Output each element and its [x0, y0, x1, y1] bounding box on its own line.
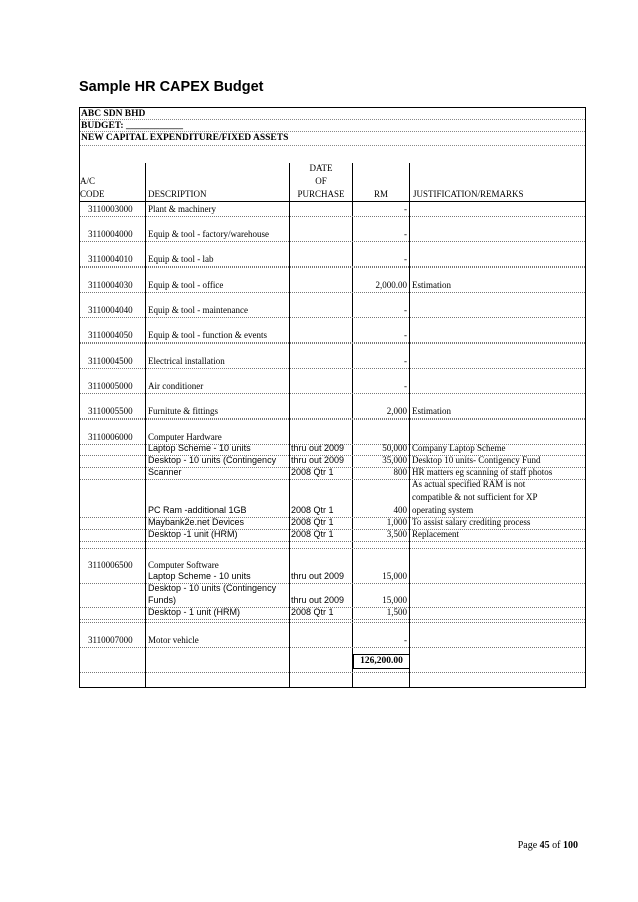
row-rm: 15,000: [382, 571, 407, 581]
row-divider: [80, 267, 585, 268]
row-rm: 400: [393, 505, 407, 515]
row-desc: Laptop Scheme - 10 units: [148, 571, 251, 581]
col-header-date: PURCHASE: [297, 189, 345, 199]
col-header-remarks: JUSTIFICATION/REMARKS: [413, 189, 524, 199]
row-divider: [80, 548, 585, 549]
row-date: 2008 Qtr 1: [291, 607, 334, 617]
row-desc: Air conditioner: [148, 381, 204, 391]
row-code: 3110004030: [88, 280, 133, 290]
row-date: 2008 Qtr 1: [291, 505, 334, 515]
row-rm: -: [404, 381, 407, 391]
row-desc: Desktop - 1 unit (HRM): [148, 607, 241, 617]
row-date: thru out 2009: [291, 595, 345, 605]
row-desc: Equip & tool - office: [148, 280, 224, 290]
row-rm: 800: [393, 467, 407, 477]
page-title: Sample HR CAPEX Budget: [79, 79, 264, 95]
row-code: 3110004010: [88, 254, 133, 264]
row-desc: PC Ram -additional 1GB: [148, 505, 247, 515]
row-remark: Estimation: [412, 406, 451, 416]
row-divider: [80, 393, 585, 394]
row-divider: [80, 241, 585, 242]
row-rm: 2,000.00: [375, 280, 407, 290]
row-rm: -: [404, 635, 407, 645]
row-rm: 1,000: [386, 517, 407, 527]
row-desc: Desktop - 10 units (Contingency: [148, 455, 277, 465]
row-desc: Computer Hardware: [148, 432, 222, 442]
row-rm: -: [404, 229, 407, 239]
row-divider: [80, 317, 585, 318]
row-rm: -: [404, 305, 407, 315]
page-label: Page: [517, 840, 538, 851]
row-divider: [80, 647, 585, 648]
capex-sheet: [79, 107, 586, 688]
row-remark: Company Laptop Scheme: [412, 443, 506, 453]
row-desc: Maybank2e.net Devices: [148, 517, 245, 527]
row-code: 3110005500: [88, 406, 133, 416]
row-divider: [80, 368, 585, 369]
row-remark: Replacement: [412, 529, 459, 539]
col-header-ac: A/C: [80, 176, 96, 186]
row-desc: Furnitute & fittings: [148, 406, 219, 416]
row-remark: As actual specified RAM is not: [412, 479, 526, 489]
row-rm: 50,000: [382, 443, 407, 453]
row-divider: [80, 216, 585, 217]
row-code: 3110007000: [88, 635, 133, 645]
row-date: thru out 2009: [291, 455, 345, 465]
section-title: NEW CAPITAL EXPENDITURE/FIXED ASSETS: [80, 132, 585, 146]
row-divider: [80, 419, 585, 420]
row-rm: 3,500: [386, 529, 407, 539]
row-desc: Equip & tool - factory/warehouse: [148, 229, 269, 239]
row-code: 3110005000: [88, 381, 133, 391]
row-remark: Desktop 10 units- Contigency Fund: [412, 455, 541, 465]
row-divider: [80, 292, 585, 293]
row-code: 3110004500: [88, 356, 133, 366]
row-desc: Motor vehicle: [148, 635, 199, 645]
row-divider: [80, 541, 585, 542]
col-header-code: CODE: [80, 189, 105, 199]
row-rm: -: [404, 330, 407, 340]
col-header-date: OF: [315, 176, 327, 186]
row-rm: 1,500: [386, 607, 407, 617]
row-code: 3110003000: [88, 204, 133, 214]
row-desc: Computer Software: [148, 560, 219, 570]
budget-line: BUDGET: ____________: [80, 120, 585, 132]
row-desc: Funds): [148, 595, 177, 605]
row-code: 3110006500: [88, 560, 133, 570]
row-rm: -: [404, 254, 407, 264]
row-rm: -: [404, 356, 407, 366]
row-divider: [80, 619, 585, 620]
row-code: 3110004000: [88, 229, 133, 239]
row-remark: Estimation: [412, 280, 451, 290]
row-remark: compatible & not sufficient for XP: [412, 492, 538, 502]
row-remark: HR matters eg scanning of staff photos: [412, 467, 553, 477]
row-desc: Desktop - 10 units (Contingency: [148, 583, 277, 593]
row-date: 2008 Qtr 1: [291, 529, 334, 539]
row-code: 3110004050: [88, 330, 133, 340]
page-total: 100: [563, 840, 578, 851]
row-desc: Equip & tool - lab: [148, 254, 214, 264]
col-header-rm: RM: [373, 189, 388, 199]
page-of: of: [552, 840, 561, 851]
row-rm: 2,000: [386, 406, 407, 416]
row-divider: [80, 622, 585, 623]
row-desc: Equip & tool - maintenance: [148, 305, 248, 315]
total-amount: 126,200.00: [353, 654, 410, 669]
company-name: ABC SDN BHD: [80, 108, 585, 120]
row-desc: Electrical installation: [148, 356, 225, 366]
page-number: 45: [539, 840, 550, 851]
col-header-date: DATE: [309, 163, 333, 173]
row-rm: 15,000: [382, 595, 407, 605]
row-code: 3110006000: [88, 432, 133, 442]
row-date: thru out 2009: [291, 571, 345, 581]
row-rm: 35,000: [382, 455, 407, 465]
row-desc: Equip & tool - function & events: [148, 330, 267, 340]
row-desc: Desktop -1 unit (HRM): [148, 529, 238, 539]
col-header-description: DESCRIPTION: [148, 189, 207, 199]
row-divider: [80, 672, 585, 673]
row-date: 2008 Qtr 1: [291, 467, 334, 477]
row-rm: -: [404, 204, 407, 214]
row-divider: [80, 343, 585, 344]
row-code: 3110004040: [88, 305, 133, 315]
row-date: thru out 2009: [291, 443, 345, 453]
row-desc: Plant & machinery: [148, 204, 216, 214]
row-remark: operating system: [412, 505, 474, 515]
row-date: 2008 Qtr 1: [291, 517, 334, 527]
row-desc: Laptop Scheme - 10 units: [148, 443, 251, 453]
page-footer: [518, 840, 578, 851]
row-remark: To assist salary crediting process: [412, 517, 531, 527]
header-divider: [80, 201, 585, 202]
row-desc: Scanner: [148, 467, 182, 477]
